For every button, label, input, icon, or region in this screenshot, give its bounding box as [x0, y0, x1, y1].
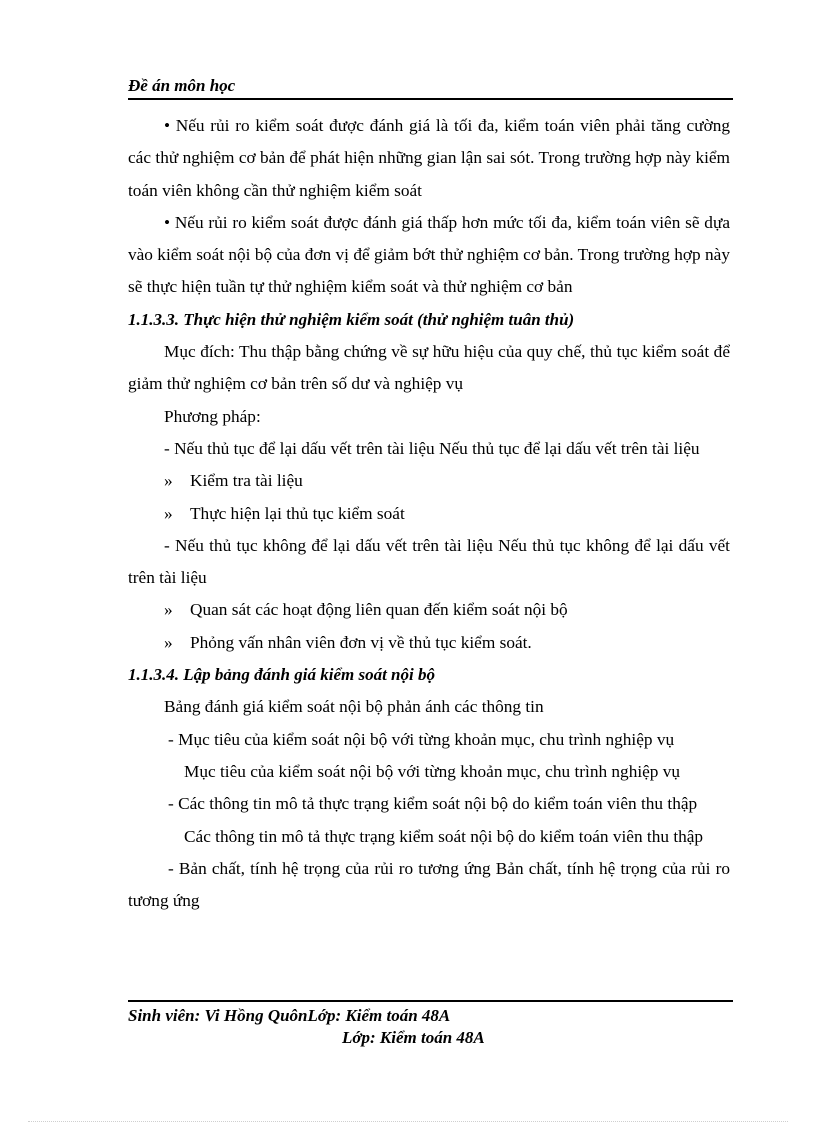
paragraph-trace-left: - Nếu thủ tục để lại dấu vết trên tài liệu Nếu thủ tục để lại dấu vết trên tài liệu: [164, 438, 700, 458]
chevron-bullet-icon: »: [164, 600, 173, 620]
dash-item-objectives: [128, 724, 730, 789]
paragraph-risk-nature: - Bản chất, tính hệ trọng của rủi ro tương ứng Bản chất, tính hệ trọng của rủi ro tương ứng: [128, 858, 730, 911]
page-bottom-dotted-border: [28, 1121, 788, 1122]
dash-item-text-repeat: Các thông tin mô tả thực trạng kiểm soát nội bộ do kiểm toán viên thu thập: [184, 826, 704, 846]
section-heading-1-1-3-3: 1.1.3.3. Thực hiện thử nghiệm kiểm soát (thử nghiệm tuân thủ): [128, 309, 575, 329]
list-item-label: Kiểm tra tài liệu: [190, 471, 303, 491]
footer-divider: [128, 1000, 733, 1002]
list-item-reperform: [128, 498, 730, 530]
chevron-bullet-icon: »: [164, 632, 173, 652]
paragraph-method: Phương pháp:: [164, 406, 261, 426]
paragraph-bullet-max-risk: • Nếu rủi ro kiểm soát được đánh giá là tối đa, kiểm toán viên phải tăng cường các thử nghiệm cơ bản để phát hiện những gian lận sai sót. Trong trường hợp này kiểm toán viên không cần thử nghiệm kiểm soát: [128, 116, 730, 200]
footer-student-line: Sinh viên: Vi Hồng QuônLớp: Kiểm toán 48A: [128, 1006, 451, 1025]
list-item-label: Phỏng vấn nhân viên đơn vị về thủ tục kiểm soát.: [190, 632, 532, 652]
dash-item-text: - Mục tiêu của kiểm soát nội bộ với từng khoản mục, chu trình nghiệp vụ: [168, 729, 675, 749]
list-item-observe: [128, 594, 730, 626]
dash-item-text: - Các thông tin mô tả thực trạng kiểm soát nội bộ do kiểm toán viên thu thập: [168, 794, 698, 814]
section-heading-1-1-3-4: 1.1.3.4. Lập bảng đánh giá kiểm soát nội bộ: [128, 665, 435, 685]
paragraph-no-trace: - Nếu thủ tục không để lại dấu vết trên tài liệu Nếu thủ tục không để lại dấu vết trên tài liệu: [128, 535, 730, 588]
paragraph-bullet-lower-risk: • Nếu rủi ro kiểm soát được đánh giá thấp hơn mức tối đa, kiểm toán viên sẽ dựa vào kiểm soát nội bộ của đơn vị để giảm bớt thử nghiệm cơ bản. Trong trường hợp này sẽ thực hiện tuần tự thử nghiệm kiểm soát và thử nghiệm cơ bản: [128, 212, 730, 297]
header-divider: [128, 98, 733, 100]
document-body: [128, 110, 730, 917]
list-item-label: Quan sát các hoạt động liên quan đến kiểm soát nội bộ: [190, 600, 568, 620]
footer-class-line: Lớp: Kiểm toán 48A: [342, 1028, 485, 1047]
dash-item-text-repeat: Mục tiêu của kiểm soát nội bộ với từng khoản mục, chu trình nghiệp vụ: [184, 761, 681, 781]
chevron-bullet-icon: »: [164, 471, 173, 491]
chevron-bullet-icon: »: [164, 503, 173, 523]
list-item-label: Thực hiện lại thủ tục kiểm soát: [190, 503, 405, 523]
paragraph-purpose: Mục đích: Thu thập bằng chứng về sự hữu hiệu của quy chế, thủ tục kiểm soát để giảm thử nghiệm cơ bản trên số dư và nghiệp vụ: [128, 342, 730, 394]
page-header-title: Đề án môn học: [128, 76, 236, 95]
dash-item-info: [128, 788, 730, 853]
list-item-interview: [128, 627, 730, 659]
paragraph-table-intro: Bảng đánh giá kiểm soát nội bộ phản ánh các thông tin: [164, 697, 544, 717]
list-item-check-docs: [128, 465, 730, 497]
